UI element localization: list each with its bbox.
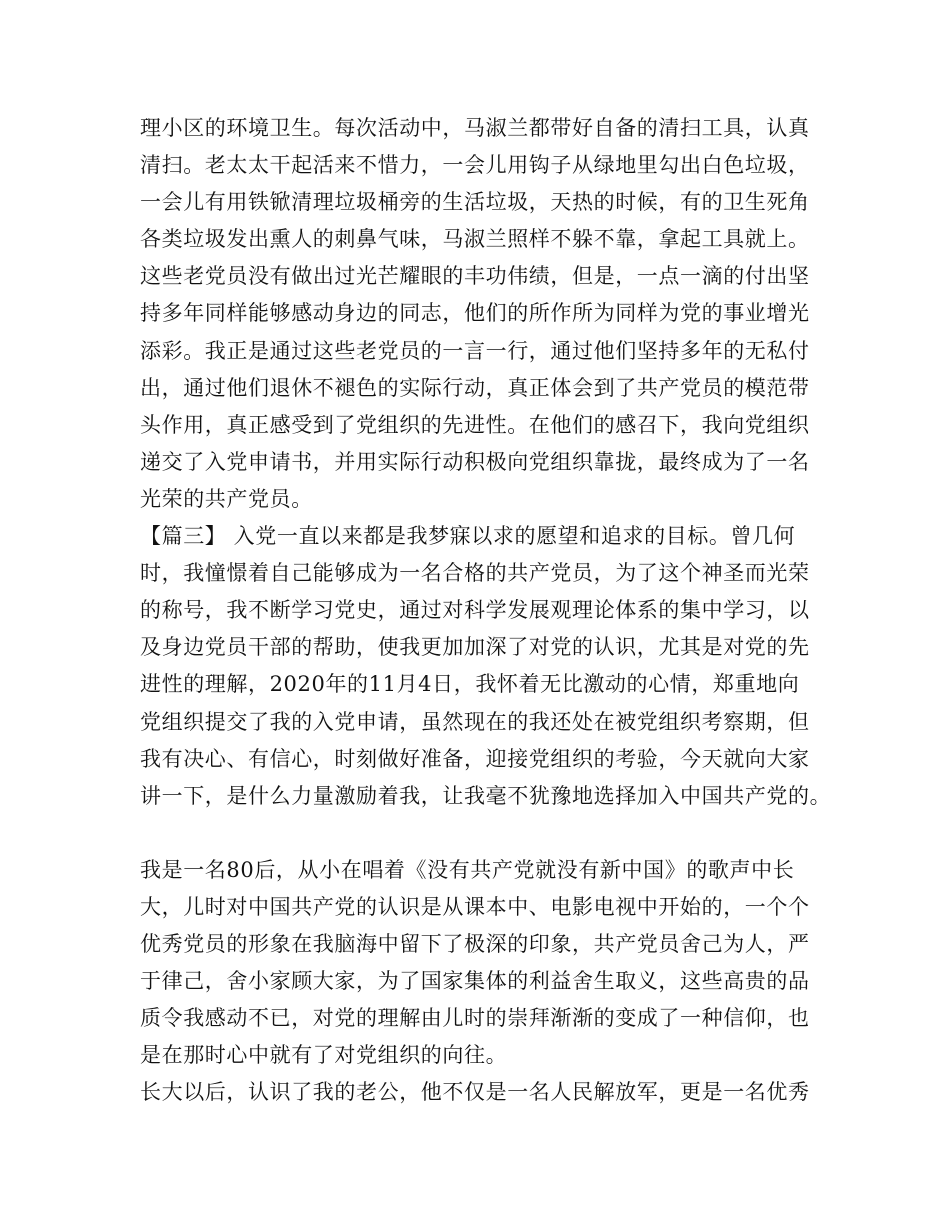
text-line: 及身边党员干部的帮助，使我更加加深了对党的认识，尤其是对党的先 [140, 635, 810, 660]
text-line: 一会儿有用铁锨清理垃圾桶旁的生活垃圾，天热的时候，有的卫生死角 [140, 190, 810, 215]
text-line: 递交了入党申请书，并用实际行动积极向党组织靠拢，最终成为了一名 [140, 449, 810, 474]
section-heading-line: 【篇三】 入党一直以来都是我梦寐以求的愿望和追求的目标。曾几何 [140, 524, 796, 549]
text-line: 讲一下，是什么力量激励着我，让我毫不犹豫地选择加入中国共产党的。 [140, 783, 832, 808]
document-body [140, 110, 840, 1112]
text-line: 光荣的共产党员。 [140, 486, 313, 511]
text-line: 质令我感动不已，对党的理解由儿时的崇拜渐渐的变成了一种信仰，也 [140, 1006, 810, 1031]
text-line: 我有决心、有信心，时刻做好准备，迎接党组织的考验，今天就向大家 [140, 746, 810, 771]
text-line: 党组织提交了我的入党申请，虽然现在的我还处在被党组织考察期，但 [140, 709, 810, 734]
text-line: 我是一名80后，从小在唱着《没有共产党就没有新中国》的歌声中长 [140, 857, 795, 882]
text-line: 清扫。老太太干起活来不惜力，一会儿用钩子从绿地里勾出白色垃圾， [140, 153, 810, 178]
text-line: 大，儿时对中国共产党的认识是从课本中、电影电视中开始的，一个个 [140, 894, 810, 919]
text-line: 于律己，舍小家顾大家，为了国家集体的利益舍生取义，这些高贵的品 [140, 969, 810, 994]
text-line: 头作用，真正感受到了党组织的先进性。在他们的感召下，我向党组织 [140, 412, 810, 437]
text-line: 长大以后，认识了我的老公，他不仅是一名人民解放军，更是一名优秀 [140, 1080, 810, 1105]
blank-line [140, 815, 840, 852]
text-line: 进性的理解，2020年的11月4日，我怀着无比激动的心情，郑重地向 [140, 672, 800, 697]
text-line: 时，我憧憬着自己能够成为一名合格的共产党员，为了这个神圣而光荣 [140, 561, 810, 586]
text-line: 添彩。我正是通过这些老党员的一言一行，通过他们坚持多年的无私付 [140, 338, 810, 363]
text-line: 出，通过他们退休不褪色的实际行动，真正体会到了共产党员的模范带 [140, 375, 810, 400]
text-line: 是在那时心中就有了对党组织的向往。 [140, 1043, 508, 1068]
text-line: 优秀党员的形象在我脑海中留下了极深的印象，共产党员舍己为人，严 [140, 932, 810, 957]
text-line: 持多年同样能够感动身边的同志，他们的所作所为同样为党的事业增光 [140, 301, 810, 326]
text-line: 的称号，我不断学习党史，通过对科学发展观理论体系的集中学习，以 [140, 598, 810, 623]
text-line: 这些老党员没有做出过光芒耀眼的丰功伟绩，但是，一点一滴的付出坚 [140, 264, 810, 289]
text-line: 各类垃圾发出熏人的刺鼻气味，马淑兰照样不躲不靠，拿起工具就上。 [140, 227, 810, 252]
text-line: 理小区的环境卫生。每次活动中，马淑兰都带好自备的清扫工具，认真 [140, 116, 810, 140]
